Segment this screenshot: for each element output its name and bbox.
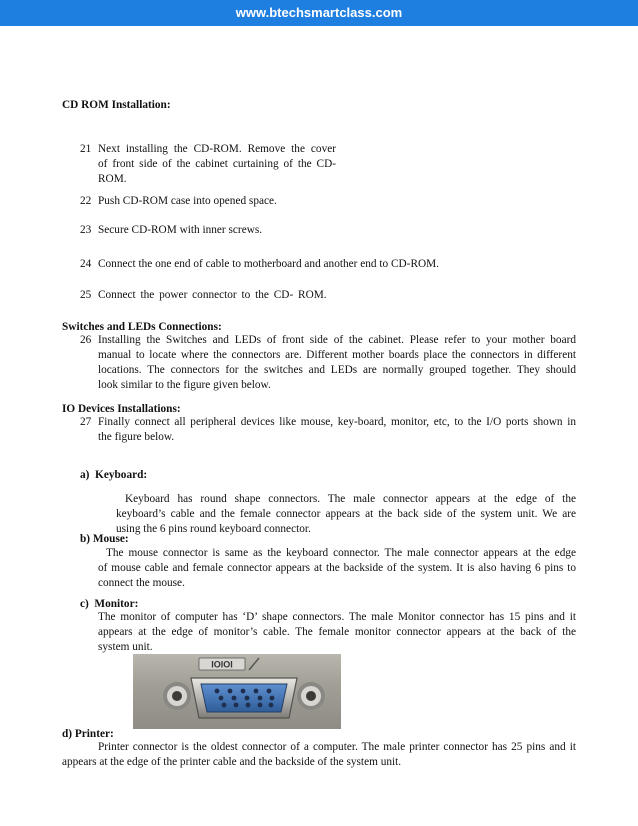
printer-paragraph: Printer connector is the oldest connector of a computer. The male printer connector has 25 pins and it appears at the edge of the printer cable and the backside of the system unit. [62,741,576,768]
keyboard-heading: a) Keyboard: [80,469,148,481]
mouse-paragraph: The mouse connector is same as the keyboard connector. The male connector appears at the edge of mouse cable and female connector appears at the backside of the system. It is also having 6 pins to connect the mouse. [98,547,576,589]
monitor-heading: c) Monitor: [80,598,139,610]
step-number: 23 [80,224,92,236]
printer-heading: d) Printer: [62,728,114,740]
step-line: ROM. [98,173,127,185]
monitor-paragraph: The monitor of computer has ‘D’ shape connectors. The male Monitor connector has 15 pins and it appears at the edge of monitor’s cable. The female monitor connector appears at the back of the system unit. [98,611,576,653]
step-line: Next installing the CD-ROM. Remove the cover [98,143,336,155]
step-number: 26 [80,334,92,346]
step-number: 24 [80,258,92,270]
step-text: Secure CD-ROM with inner screws. [98,224,263,236]
step-number: 22 [80,195,92,207]
step-number: 21 [80,143,92,155]
step-line: of front side of the cabinet curtaining of the CD- [98,158,336,170]
io-heading: IO Devices Installations: [62,403,181,415]
mouse-heading: b) Mouse: [80,533,129,545]
switches-heading: Switches and LEDs Connections: [62,321,222,333]
ioioi-port-label: IOIOI [211,659,233,670]
keyboard-paragraph: Keyboard has round shape connectors. The male connector appears at the edge of the keyboard’s cable and the female connector appears at the back side of the system unit. We are using the 6 pins round keyboard connector. [116,493,576,535]
switches-paragraph: Installing the Switches and LEDs of front side of the cabinet. Please refer to your mother board manual to locate where the connectors are. Different mother boards place the connectors in different locations. The connectors for the switches and LEDs are normally grouped together. They should look similar to the figure given below. [98,334,576,391]
step-text: Push CD-ROM case into opened space. [98,195,277,207]
vga-connector-photo [133,654,341,729]
site-banner [0,0,638,26]
vga-port-image [133,654,341,729]
step-number: 27 [80,416,92,428]
site-url[interactable]: www.btechsmartclass.com [235,5,403,20]
io-paragraph: Finally connect all peripheral devices like mouse, key-board, monitor, etc, to the I/O ports shown in the figure below. [98,416,576,443]
step-text: Connect the power connector to the CD- ROM. [98,289,327,301]
step-text: Connect the one end of cable to motherboard and another end to CD-ROM. [98,258,440,270]
cdrom-heading: CD ROM Installation: [62,99,171,111]
step-number: 25 [80,289,92,301]
